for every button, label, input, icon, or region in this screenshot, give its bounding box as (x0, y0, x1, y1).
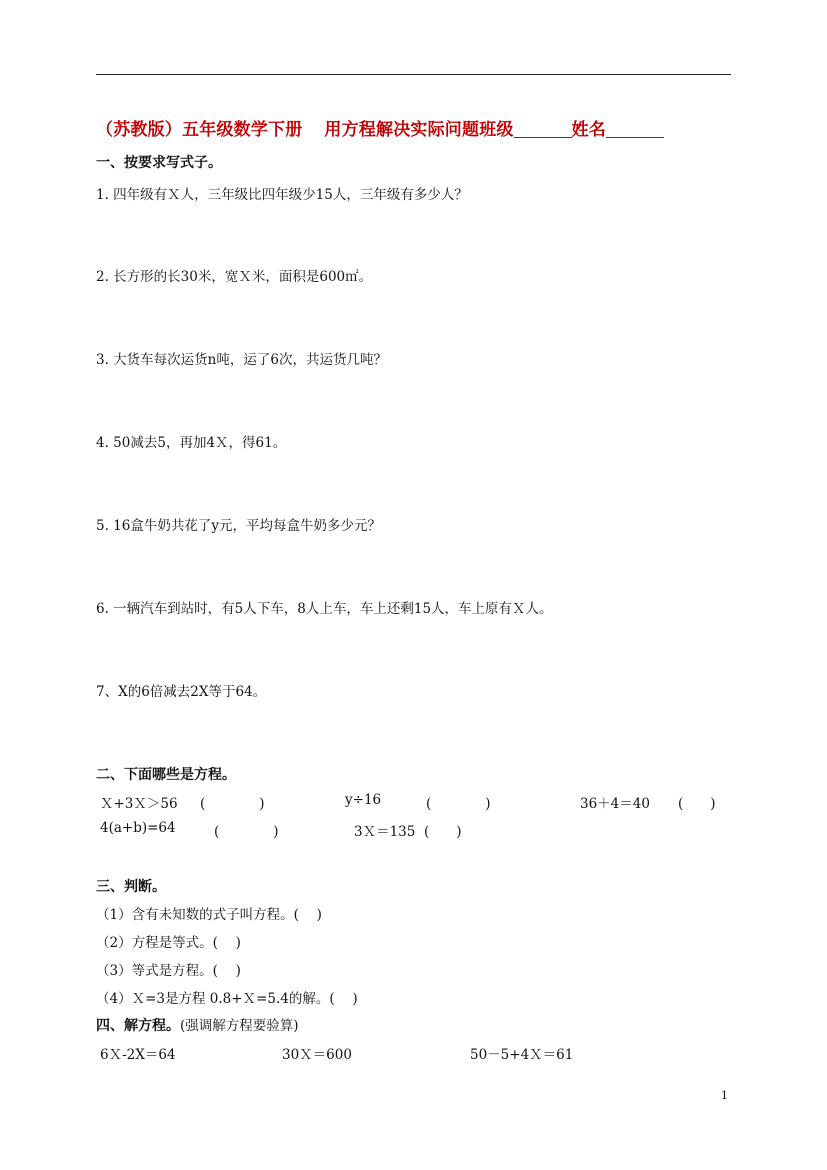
title-part3: 姓名 (571, 120, 607, 140)
s2-answer-1[interactable]: ( ) (200, 796, 265, 812)
s4-eq-1: 6Ｘ-2X＝64 (100, 1047, 176, 1063)
s1-item-5: 5. 16盒牛奶共花了y元，平均每盒牛奶多少元？ (96, 518, 381, 534)
s2-answer-4[interactable]: ( ) (214, 824, 279, 840)
section3-heading: 三、判断。 (96, 879, 166, 895)
document-title (96, 115, 664, 140)
s3-item-4: （4）Ｘ=3是方程 0.8+Ｘ=5.4的解。( ) (96, 991, 358, 1007)
s2-expr-1: Ｘ+3Ｘ＞56 (100, 796, 178, 812)
s2-expr-2: y÷16 (345, 792, 382, 808)
s1-item-4: 4. 50减去5，再加4Ｘ，得61。 (96, 435, 287, 451)
s1-item-2: 2. 长方形的长30米，宽Ｘ米，面积是600㎡。 (96, 269, 373, 285)
s1-item-6: 6. 一辆汽车到站时，有5人下车，8人上车，车上还剩15人，车上原有Ｘ人。 (96, 601, 553, 617)
s3-item-3: （3）等式是方程。( ) (96, 963, 241, 979)
section2-heading: 二、下面哪些是方程。 (96, 767, 236, 783)
s4-eq-2: 30Ｘ＝600 (282, 1047, 352, 1063)
class-blank[interactable] (514, 120, 572, 138)
page-number: 1 (721, 1089, 728, 1102)
s2-answer-2[interactable]: ( ) (426, 796, 491, 812)
header-rule (96, 74, 731, 75)
section4-note: (强调解方程要验算) (180, 1018, 299, 1034)
title-part1: （苏教版）五年级数学下册 (96, 120, 303, 140)
s1-item-7: 7、X的6倍减去2X等于64。 (96, 684, 267, 700)
s3-item-2: （2）方程是等式。( ) (96, 935, 241, 951)
section4-heading: 四、解方程。 (96, 1018, 180, 1034)
s3-item-1: （1）含有未知数的式子叫方程。( ) (96, 907, 322, 923)
s4-eq-3: 50－5+4Ｘ＝61 (470, 1047, 574, 1063)
section4-heading-row (96, 1014, 299, 1035)
s2-expr-5: 3Ｘ＝135 (354, 824, 416, 840)
s2-expr-4: 4(a+b)=64 (100, 820, 176, 836)
title-part2: 用方程解决实际问题班级 (324, 120, 514, 140)
s2-answer-5[interactable]: ( ) (424, 824, 462, 840)
name-blank[interactable] (606, 120, 664, 138)
s1-item-3: 3. 大货车每次运货n吨，运了6次，共运货几吨？ (96, 352, 387, 368)
s1-item-1: 1. 四年级有Ｘ人，三年级比四年级少15人，三年级有多少人？ (96, 187, 468, 203)
s2-expr-3: 36＋4＝40 (580, 796, 650, 812)
s2-answer-3[interactable]: ( ) (678, 796, 716, 812)
section1-heading: 一、按要求写式子。 (96, 155, 222, 171)
